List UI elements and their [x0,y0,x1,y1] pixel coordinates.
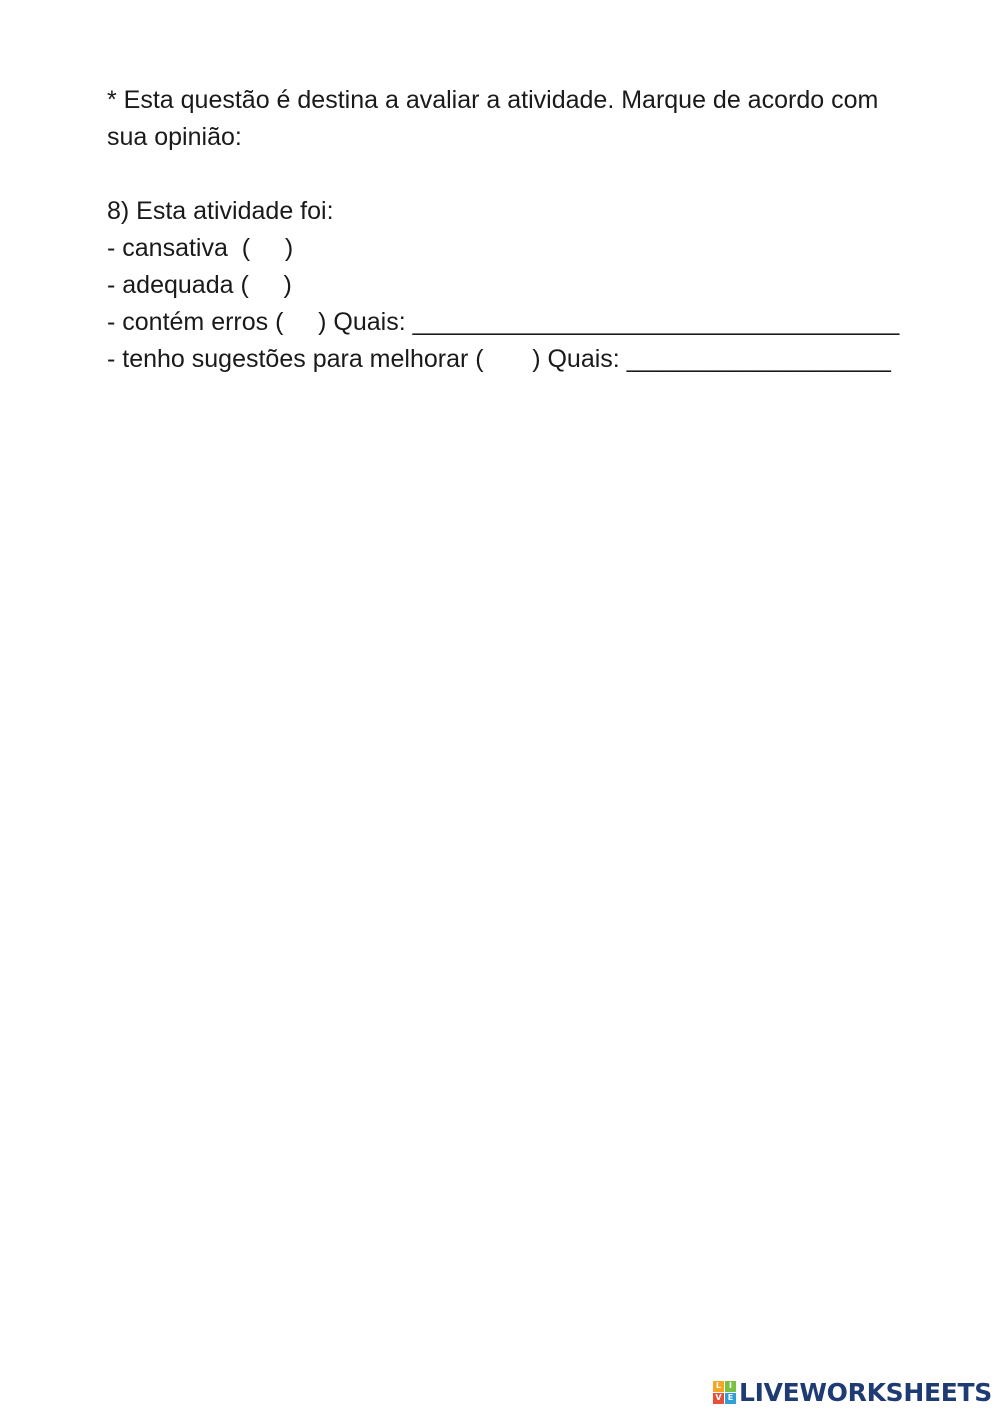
option-sugestoes[interactable] [107,341,977,378]
option-label: - tenho sugestões para melhorar ( ) Quais: [107,345,627,373]
errors-answer-blank[interactable]: ___________________________________ [412,308,900,336]
option-label: - cansativa ( ) [107,234,294,262]
blank-spacer [107,156,977,193]
suggestions-answer-blank[interactable]: ___________________ [626,345,891,373]
logo-cell: V [713,1393,724,1404]
logo-cell: L [713,1381,724,1392]
liveworksheets-logo [713,1377,992,1407]
question-heading: 8) Esta atividade foi: [107,197,334,225]
option-adequada[interactable] [107,267,977,304]
logo-mark-icon [713,1381,736,1404]
logo-cell: I [725,1381,736,1392]
worksheet-content [107,82,977,378]
intro-text-line-1: * Esta questão é destina a avaliar a atividade. Marque de acordo com [107,86,879,114]
logo-text: LIVEWORKSHEETS [738,1377,992,1407]
option-cansativa[interactable] [107,230,977,267]
option-label: - adequada ( ) [107,271,292,299]
option-label: - contém erros ( ) Quais: [107,308,413,336]
option-contem-erros[interactable] [107,304,977,341]
intro-text-line-2: sua opinião: [107,123,242,151]
logo-cell: E [725,1393,736,1404]
